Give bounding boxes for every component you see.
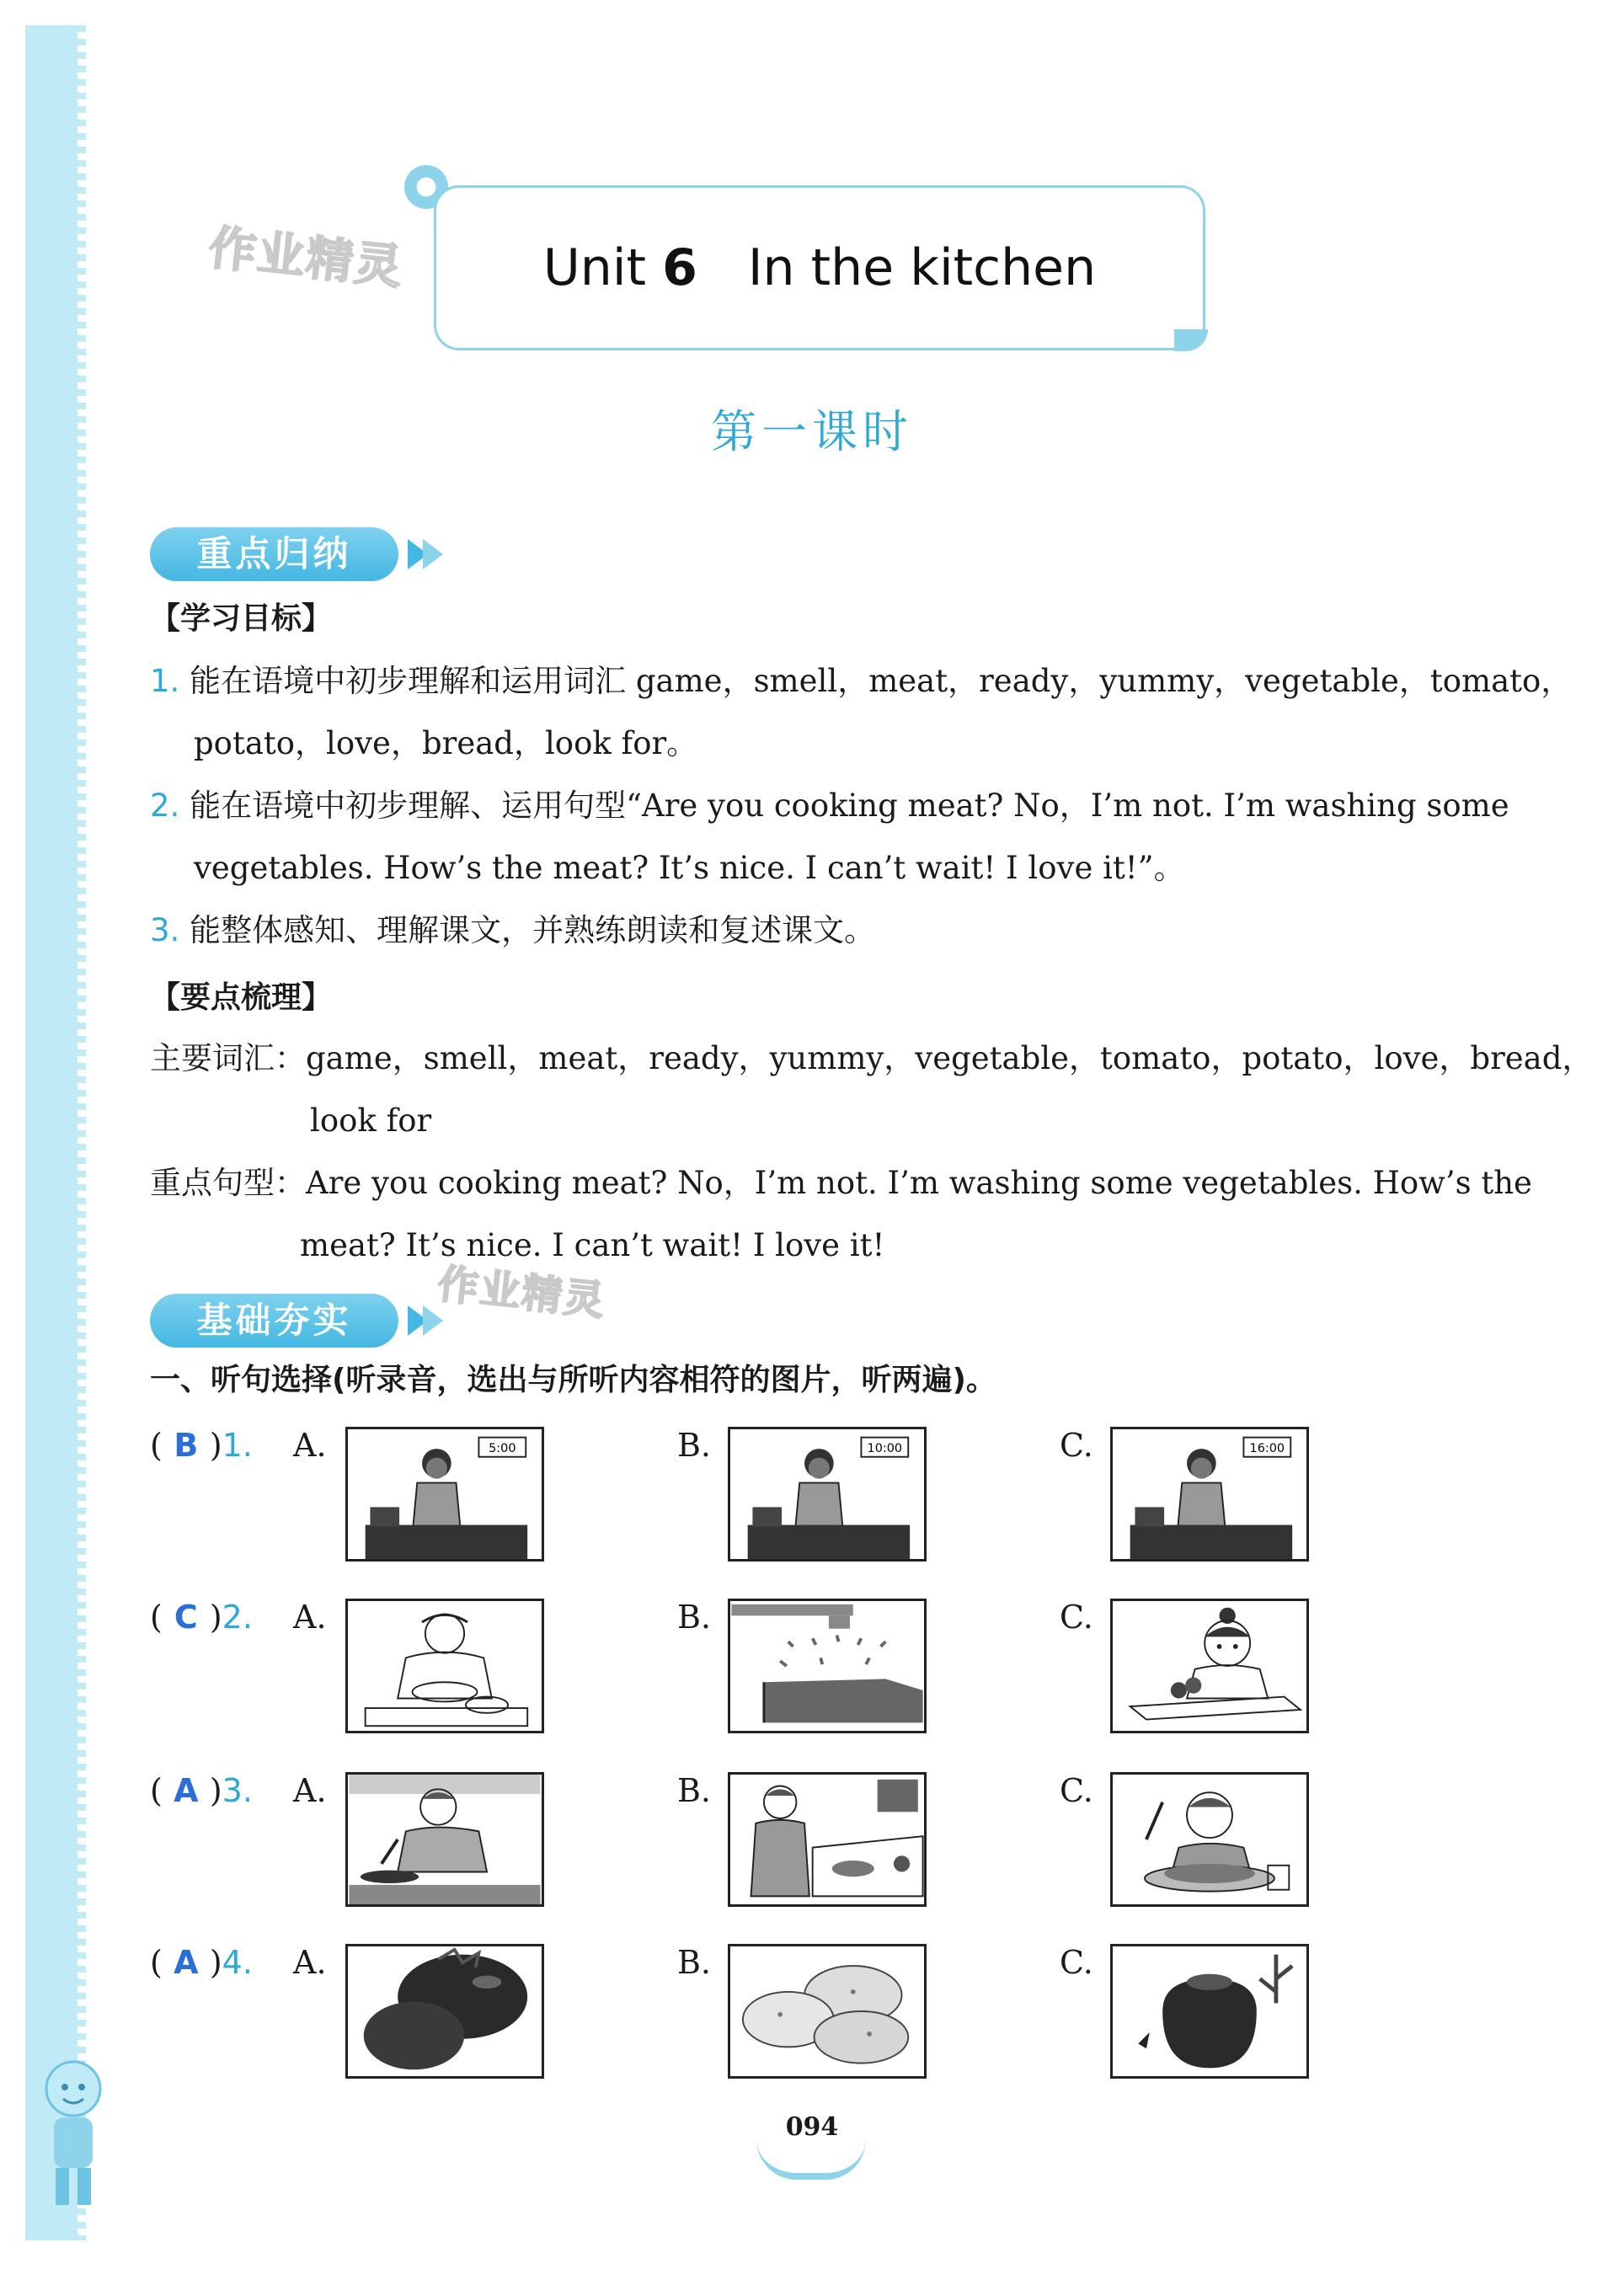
unit-title-box	[434, 185, 1205, 350]
goal-item-3	[150, 910, 875, 952]
watermark-text: 作业精灵	[435, 1260, 608, 1326]
option-label: C.	[1060, 1427, 1093, 1464]
goal-item-1-continued: potato，love，bread，look for。	[194, 725, 698, 761]
unit-word: Unit	[542, 238, 647, 297]
answer-blank: ( A )4.	[150, 1944, 253, 1981]
sentence-label: 重点句型：	[150, 1165, 306, 1201]
potato-icon	[728, 1944, 927, 2079]
option-label: B.	[677, 1944, 712, 1981]
section-arrow-icon	[423, 1305, 443, 1336]
option-label: B.	[677, 1772, 712, 1809]
option-label: A.	[293, 1944, 327, 1981]
option-label: B.	[677, 1427, 712, 1464]
question-number: 4.	[222, 1944, 253, 1981]
option-label: B.	[677, 1599, 712, 1636]
option-label: A.	[293, 1427, 327, 1464]
goal-text: 能整体感知、理解课文，并熟练朗读和复述课文。	[190, 912, 876, 948]
option-label: A.	[293, 1599, 327, 1636]
question-row-4	[150, 1944, 1329, 2079]
section-badge-basics: 基础夯实	[150, 1294, 398, 1348]
question-heading: 一、听句选择(听录音，选出与所听内容相符的图片，听两遍)。	[150, 1363, 996, 1397]
unit-name: In the kitchen	[747, 238, 1097, 297]
question-number: 2.	[222, 1599, 253, 1636]
question-row-2	[150, 1599, 1329, 1733]
vocab-line	[150, 1038, 1593, 1080]
points-heading: 【要点梳理】	[150, 980, 333, 1015]
answer-letter: B	[174, 1427, 199, 1464]
goal-text: 能在语境中初步理解和运用词汇 game，smell，meat，ready，yummy，vegetable，tomato，	[190, 663, 1573, 699]
question-row-3	[150, 1772, 1329, 1907]
page-number-swoosh	[756, 2139, 866, 2180]
sentence-line	[150, 1162, 1532, 1204]
woman-washing-dishes-icon	[345, 1599, 544, 1733]
option-label: C.	[1060, 1772, 1093, 1809]
vocab-text: game，smell，meat，ready，yummy，vegetable，tomato，potato，love，bread，	[306, 1040, 1594, 1076]
boy-eating-icon	[1110, 1772, 1309, 1907]
answer-letter: C	[174, 1599, 198, 1636]
goals-heading: 【学习目标】	[150, 601, 333, 636]
girl-cutting-vegetables-icon	[1110, 1599, 1309, 1733]
washing-hands-icon	[728, 1599, 927, 1733]
question-number: 3.	[222, 1772, 253, 1809]
unit-title	[436, 238, 1203, 297]
goal-text: 能在语境中初步理解、运用句型“Are you cooking meat? No，I’m not. I’m washing some	[190, 787, 1509, 824]
page-curl-decoration	[1174, 329, 1208, 351]
answer-letter: A	[174, 1772, 199, 1809]
unit-number: 6	[662, 238, 697, 297]
goal-item-1	[150, 660, 1572, 702]
answer-letter: A	[174, 1944, 199, 1981]
option-label: C.	[1060, 1599, 1093, 1636]
boy-washing-dishes-icon	[728, 1772, 927, 1907]
man-cooking-icon	[345, 1772, 544, 1907]
watermark-text: 作业精灵	[206, 221, 407, 296]
goal-number: 2.	[150, 787, 180, 824]
clock-text: 10:00	[867, 1441, 903, 1455]
vocab-line-continued: look for	[310, 1102, 432, 1139]
sentence-text: Are you cooking meat? No，I’m not. I’m washing some vegetables. How’s the	[306, 1165, 1532, 1201]
option-label: C.	[1060, 1944, 1093, 1981]
woman-cooking-icon	[345, 1427, 544, 1562]
question-number: 1.	[222, 1427, 253, 1464]
answer-blank: ( A )3.	[150, 1772, 253, 1809]
sentence-line-continued: meat? It’s nice. I can’t wait! I love it!	[300, 1227, 885, 1263]
answer-blank: ( C )2.	[150, 1599, 253, 1636]
eggplant-icon	[1110, 1944, 1309, 2079]
tomato-icon	[345, 1944, 544, 2079]
lesson-title: 第一课时	[711, 405, 913, 458]
answer-blank: ( B )1.	[150, 1427, 253, 1464]
decorative-side-strip	[25, 25, 77, 2240]
goal-number: 1.	[150, 663, 180, 699]
clock-text: 5:00	[489, 1441, 516, 1455]
goal-item-2	[150, 785, 1509, 827]
option-label: A.	[293, 1772, 327, 1809]
question-row-1	[150, 1427, 1329, 1562]
vocab-label: 主要词汇：	[150, 1040, 306, 1076]
woman-cooking-icon	[1110, 1427, 1309, 1562]
section-badge-key-points: 重点归纳	[150, 527, 398, 581]
woman-cooking-icon	[728, 1427, 927, 1562]
clock-text: 16:00	[1249, 1441, 1285, 1455]
goal-number: 3.	[150, 912, 180, 948]
goal-item-2-continued: vegetables. How’s the meat? It’s nice. I can’t wait! I love it!”。	[194, 850, 1185, 886]
section-arrow-icon	[423, 539, 443, 569]
page-number: 094	[785, 2112, 839, 2142]
